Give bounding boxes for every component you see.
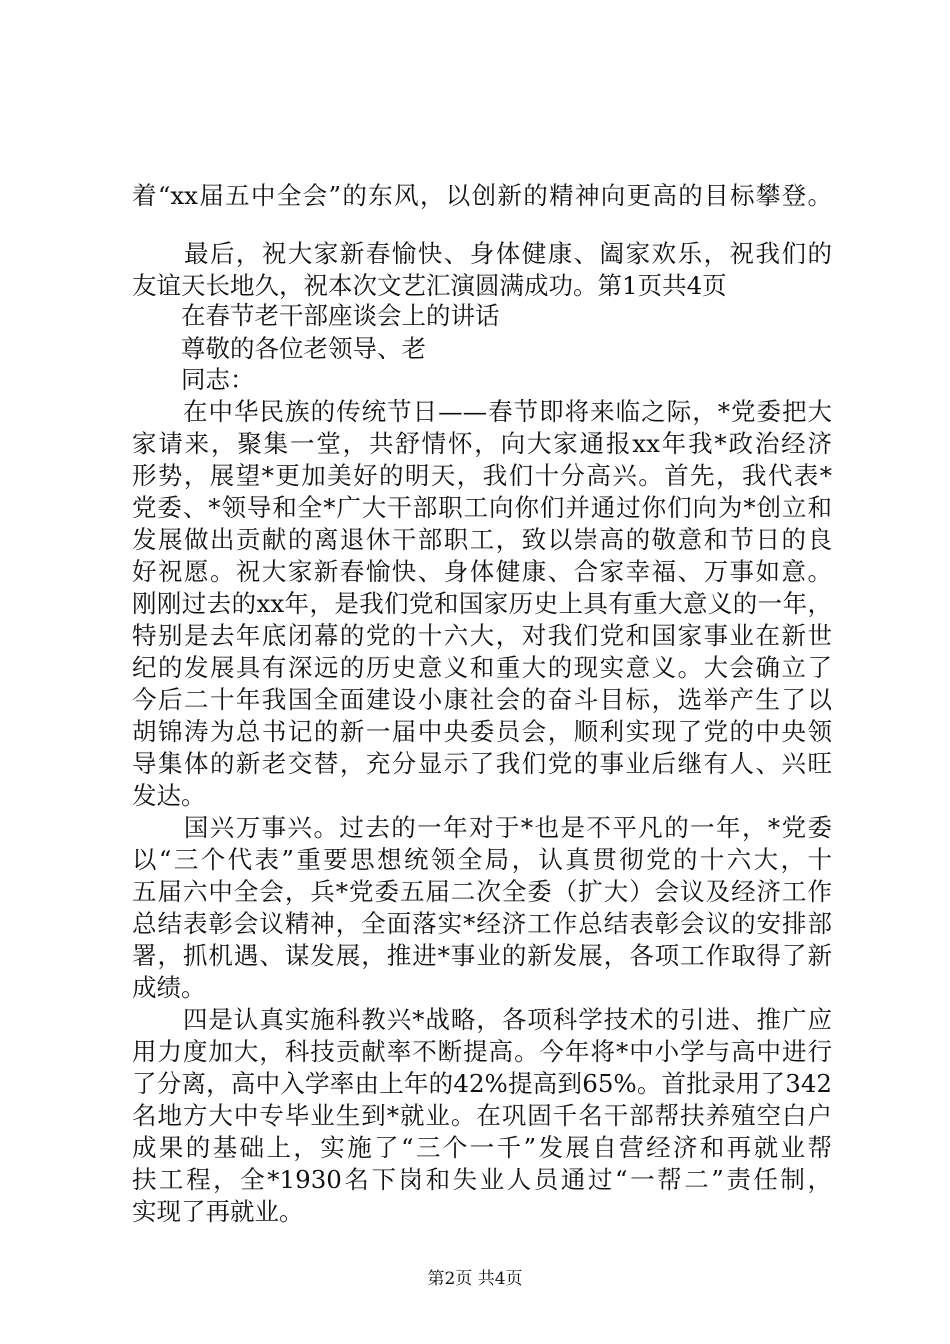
text-line: 四是认真实施科教兴*战略，各项科学技术的引进、推广应 xyxy=(132,1005,832,1034)
text-line: 今后二十年我国全面建设小康社会的奋斗目标，选举产生了以 xyxy=(132,685,832,714)
page-footer: 第2页 共4页 xyxy=(427,1269,523,1289)
text-line: 发展做出贡献的离退休干部职工，致以崇高的敬意和节日的良 xyxy=(132,525,832,554)
text-line: 总结表彰会议精神，全面落实*经济工作总结表彰会议的安排部 xyxy=(132,909,832,938)
text-line: 党委、*领导和全*广大干部职工向你们并通过你们向为*创立和 xyxy=(132,493,832,522)
text-line: 实现了再就业。 xyxy=(132,1197,304,1226)
text-line: 友谊天长地久，祝本次文艺汇演圆满成功。第1页共4页 xyxy=(132,271,727,300)
text-line: 成绩。 xyxy=(132,973,206,1002)
text-line: 名地方大中专毕业生到*就业。在巩固千名干部帮扶养殖空白户 xyxy=(132,1101,832,1130)
text-line: 着“xx届五中全会”的东风，以创新的精神向更高的目标攀登。 xyxy=(132,181,832,210)
text-line: 纪的发展具有深远的历史意义和重大的现实意义。大会确立了 xyxy=(132,653,832,682)
text-line: 刚刚过去的xx年，是我们党和国家历史上具有重大意义的一年， xyxy=(132,589,832,618)
text-line: 了分离，高中入学率由上年的42%提高到65%。首批录用了342 xyxy=(132,1069,832,1098)
text-line: 特别是去年底闭幕的党的十六大，对我们党和国家事业在新世 xyxy=(132,621,832,650)
text-line: 发达。 xyxy=(132,781,206,810)
text-line: 用力度加大，科技贡献率不断提高。今年将*中小学与高中进行 xyxy=(132,1037,832,1066)
salutation: 尊敬的各位老领导、老 xyxy=(132,334,426,363)
text-line: 最后，祝大家新春愉快、身体健康、阖家欢乐，祝我们的 xyxy=(132,239,832,268)
text-line: 形势，展望*更加美好的明天，我们十分高兴。首先，我代表* xyxy=(132,461,832,490)
text-line: 成果的基础上，实施了“三个一千”发展自营经济和再就业帮 xyxy=(132,1133,832,1162)
text-line: 导集体的新老交替，充分显示了我们党的事业后继有人、兴旺 xyxy=(132,749,832,778)
text-line: 署，抓机遇、谋发展，推进*事业的新发展，各项工作取得了新 xyxy=(132,941,832,970)
text-line: 扶工程，全*1930名下岗和失业人员通过“一帮二”责任制， xyxy=(132,1165,832,1194)
text-line: 国兴万事兴。过去的一年对于*也是不平凡的一年，*党委 xyxy=(132,813,832,842)
text-line: 五届六中全会，兵*党委五届二次全委（扩大）会议及经济工作 xyxy=(132,877,832,906)
text-line: 好祝愿。祝大家新春愉快、身体健康、合家幸福、万事如意。 xyxy=(132,557,832,586)
speech-title: 在春节老干部座谈会上的讲话 xyxy=(132,301,500,330)
text-line: 胡锦涛为总书记的新一届中央委员会，顺利实现了党的中央领 xyxy=(132,717,832,746)
text-line: 家请来，聚集一堂，共舒情怀，向大家通报xx年我*政治经济 xyxy=(132,429,832,458)
salutation: 同志： xyxy=(132,365,255,394)
text-line: 在中华民族的传统节日——春节即将来临之际，*党委把大 xyxy=(132,397,832,426)
text-line: 以“三个代表”重要思想统领全局，认真贯彻党的十六大，十 xyxy=(132,845,832,874)
